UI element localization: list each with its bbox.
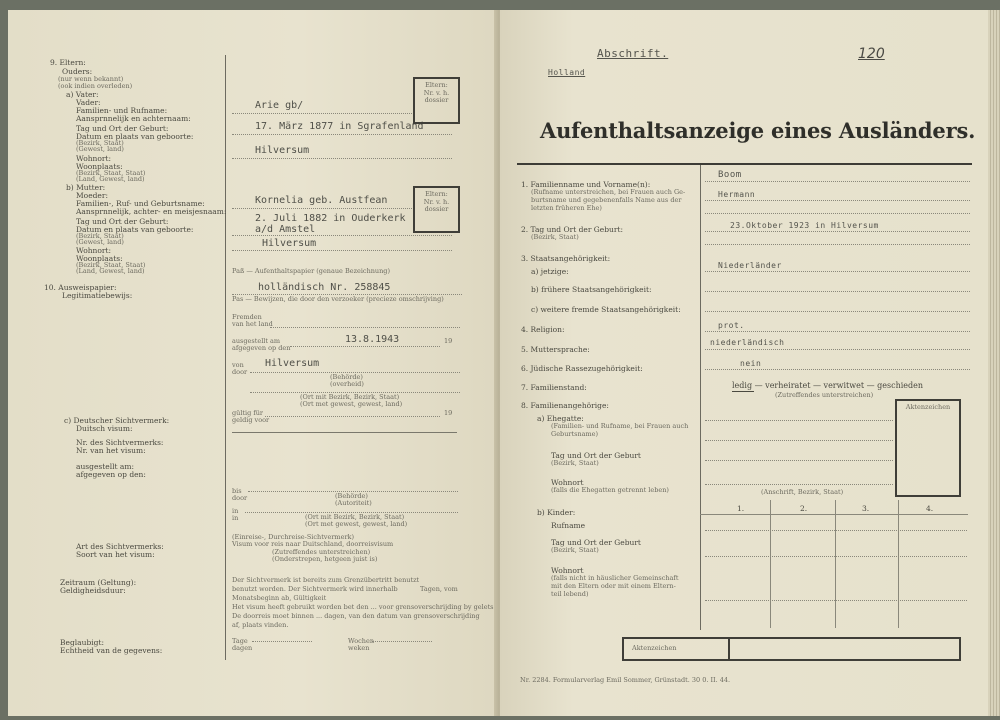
visa-text5: De doorreis moet binnen ... dagen, van den datum van grensoverschrijding [232, 612, 480, 620]
mother-residence: Hilversum [262, 238, 317, 249]
section9-note1: (nur wenn bekannt) [58, 75, 124, 83]
box2-line3: dossier [424, 205, 449, 213]
passport-label-nl: Pas — Bewijzen, die door den verzoeker (precieze omschrijving) [232, 295, 444, 303]
visa-types-note: (Zutreffendes unterstreichen) [272, 548, 371, 556]
mother-birth-1: 2. Juli 1882 in Ouderkerk [255, 213, 406, 224]
father-birth-label-nl: Datum en plaats van geboorte: [76, 132, 194, 141]
q8-label: 8. Familienangehörige: [521, 401, 609, 410]
mother-residence-note2: (Land, Gewest, land) [76, 267, 145, 275]
issued-date: 13.8.1943 [345, 334, 400, 345]
from-label-nl: door [232, 368, 248, 376]
footer-file-number-label: Aktenzeichen [632, 644, 677, 652]
weeks-label-nl: weken [348, 644, 370, 652]
left-column-rule [225, 55, 226, 660]
q8a-birth-label: Tag und Ort der Geburt [551, 451, 641, 460]
visa-label: c) Deutscher Sichtvermerk: [64, 416, 170, 425]
days-label: Tage [232, 637, 248, 645]
section9-ouders: Ouders: [62, 67, 93, 76]
visa-nr-label: Nr. des Sichtvermerks: [76, 438, 164, 447]
q3-label: 3. Staatsangehörigkeit: [521, 254, 611, 263]
q8b-residence-note1: (falls nicht in häuslicher Gemeinschaft [551, 574, 679, 582]
child-header-rule [700, 514, 968, 515]
q8a-birth-note: (Bezirk, Staat) [551, 459, 599, 467]
visa-text1: Der Sichtvermerk ist bereits zum Grenzübertritt benutzt [232, 576, 420, 584]
q8a-residence-note: (falls die Ehegatten getrennt leben) [551, 486, 669, 494]
right-column-rule [700, 165, 701, 630]
mother-birth-label-nl: Datum en plaats van geboorte: [76, 225, 194, 234]
visa-text4: Het visum heeft gebruikt worden bet den ... voor grensoverschrijding by gelets [232, 603, 494, 611]
page-edge [988, 10, 1000, 716]
visa-text2: benutzt worden. Der Sichtvermerk wird innerhalb [232, 585, 398, 593]
q3a-label: a) jetzige: [531, 267, 569, 276]
q8a-address-note: (Anschrift, Bezirk, Staat) [761, 488, 844, 496]
q1-note3: letzten früheren Ehe) [531, 204, 602, 212]
folio-number: 120 [858, 46, 885, 62]
mother-name-label-nl: Aansprnnelijk, achter- en meisjesnaam: [76, 207, 227, 216]
authority-note: (Behörde) [330, 373, 363, 381]
child-col-2: 2. [800, 504, 808, 513]
issued-on-label: ausgestellt am [232, 337, 281, 345]
mother-birth-note2: (Gewest, land) [76, 238, 124, 246]
file-number-box-label: Aktenzeichen [905, 403, 951, 411]
q8b-name-label: Rufname [551, 521, 586, 530]
visa-issued-label-nl: afgegeven op den: [76, 470, 146, 479]
mother-residence-label-nl: Woonplaats: [76, 254, 123, 263]
birth-value: 23.Oktober 1923 in Hilversum [730, 221, 879, 230]
q8b-residence-note2: mit den Eltern oder mit einem Eltern- [551, 582, 676, 590]
validity-label: Zeitraum (Geltung): [60, 578, 137, 587]
copy-mark: Abschrift. [597, 47, 669, 60]
visa-text1b: Tagen, vom [420, 585, 458, 593]
child-col-divider-1 [770, 500, 771, 628]
staat-label: van het land [232, 320, 273, 328]
mother-label-nl: Moeder: [76, 191, 108, 200]
section9-note2: (ook indien overleden) [58, 82, 133, 90]
file-number-box [895, 399, 961, 497]
until-label-nl: door [232, 494, 248, 502]
visa-text6: af, plaats vinden. [232, 621, 289, 629]
surname-value: Boom [718, 170, 742, 180]
q8b-birth-label: Tag und Ort der Geburt [551, 538, 641, 547]
mother-residence-note: (Bezirk, Staat, Staat) [76, 261, 146, 269]
parents-file-box-2 [413, 186, 460, 233]
section9-header: 9. Eltern: [50, 58, 86, 67]
visa-issued-label: ausgestellt am: [76, 462, 134, 471]
q8b-residence-label: Wohnort [551, 566, 584, 575]
nationality-value: Niederländer [718, 261, 782, 270]
valid-year: 19 [444, 409, 453, 417]
q8b-residence-note3: teil lebend) [551, 590, 589, 598]
mother-birth-2: a/d Amstel [255, 224, 316, 235]
q7-label: 7. Familienstand: [521, 383, 587, 392]
box1-line1: Eltern: [425, 81, 448, 89]
valid-for-label: gültig für [232, 409, 264, 417]
mother-birth-label: Tag und Ort der Geburt: [76, 217, 169, 226]
q3c-label: c) weitere fremde Staatsangehörigkeit: [531, 305, 681, 314]
visa-text3: Monatsbeginn ab, Gültigkeit [232, 594, 327, 602]
q8a-note1: (Familien- und Rufname, bei Frauen auch [551, 422, 689, 430]
q5-label: 5. Muttersprache: [521, 345, 590, 354]
section10-nl: Legitimatiebewijs: [62, 291, 133, 300]
box2-line1: Eltern: [425, 190, 448, 198]
passport-label: Paß — Aufenthaltspapier (genaue Bezeichnung) [232, 267, 391, 275]
certified-label: Beglaubigt: [60, 638, 104, 647]
valid-for-label-nl: geldig voor [232, 416, 270, 424]
section10-header: 10. Ausweispapier: [44, 283, 117, 292]
father-name-label-nl: Aansprnnelijk en achternaam: [76, 114, 191, 123]
mother-name-label: Familien-, Ruf- und Geburtsname: [76, 199, 205, 208]
visa-label-nl: Duitsch visum: [76, 424, 133, 433]
q8b-birth-note: (Bezirk, Staat) [551, 546, 599, 554]
father-name-label: Familien- und Rufname: [76, 106, 168, 115]
mother-label: b) Mutter: [66, 183, 106, 192]
q1-label: 1. Familienname und Vorname(n): [521, 180, 651, 189]
q1-note2: burtsname und gegebenenfalls Name aus der [531, 196, 682, 204]
mother-residence-label: Wohnort: [76, 246, 112, 255]
visa-types-note2: (Onderstrepen, hetgeen juist is) [272, 555, 378, 563]
father-label-nl: Vader: [76, 98, 101, 107]
visa-type-label-nl: Soort van het visum: [76, 550, 155, 559]
father-birth: 17. März 1877 in Sgrafenland [255, 121, 424, 132]
child-col-1: 1. [737, 504, 745, 513]
father-residence-note: (Bezirk, Staat, Staat) [76, 169, 146, 177]
weeks-label: Wochen [348, 637, 375, 645]
place-note-nl: (Ort met gewest, gewest, land) [300, 400, 403, 408]
mother-birth-note: (Bezirk, Staat) [76, 232, 124, 240]
authority2-note-nl: (Autoriteit) [335, 499, 372, 507]
title-rule [517, 163, 972, 165]
parents-file-box-1 [413, 77, 460, 124]
father-residence-label-nl: Woonplaats: [76, 162, 123, 171]
visa-nr-label-nl: Nr. van het visum: [76, 446, 146, 455]
father-birth-note2: (Gewest, land) [76, 145, 124, 153]
father-residence-label: Wohnort: [76, 154, 112, 163]
footer-file-number-bar [622, 637, 961, 661]
box2-line2: Nr. v. h. [423, 197, 450, 206]
q1-note1: (Rufname unterstreichen, bei Frauen auch Ge- [531, 188, 686, 196]
q2-label: 2. Tag und Ort der Geburt: [521, 225, 623, 234]
visa-types: (Einreise-, Durchreise-Sichtvermerk) [232, 533, 355, 541]
certified-label-nl: Echtheid van de gegevens: [60, 646, 163, 655]
father-residence-note2: (Land, Gewest, land) [76, 175, 145, 183]
box1-line3: dossier [424, 96, 449, 104]
firstname-value: Hermann [718, 190, 756, 199]
footer-bar-divider [728, 639, 730, 659]
place2-note-nl: (Ort met gewest, gewest, land) [305, 520, 408, 528]
q8b-label: b) Kinder: [537, 508, 576, 517]
q4-label: 4. Religion: [521, 325, 565, 334]
q6-label: 6. Jüdische Rassezugehörigkeit: [521, 364, 643, 373]
q8a-note2: Geburtsname) [551, 430, 599, 438]
visa-types-nl: Visum voor reis naar Duitschland, doorreisvisum [232, 540, 394, 548]
father-birth-note: (Bezirk, Staat) [76, 139, 124, 147]
religion-value: prot. [718, 321, 745, 330]
language-value: niederländisch [710, 338, 785, 347]
mother-name: Kornelia geb. Austfean [255, 195, 388, 206]
form-footer: Nr. 2284. Formularverlag Emil Sommer, Grünstadt. 30 0. II. 44. [520, 676, 731, 684]
child-col-divider-3 [898, 500, 899, 628]
q2-note: (Bezirk, Staat) [531, 233, 579, 241]
father-name: Arie gb/ [255, 100, 304, 111]
father-residence: Hilversum [255, 145, 310, 156]
marital-note: (Zutreffendes unterstreichen) [775, 391, 874, 399]
jewish-value: nein [740, 359, 762, 368]
marital-options: ledig — verheiratet — verwitwet — geschieden [732, 381, 924, 390]
single-underline [732, 391, 754, 392]
in-label-2: in [232, 514, 239, 522]
q8a-residence-label: Wohnort [551, 478, 584, 487]
from-label: von [232, 361, 244, 369]
child-col-divider-2 [835, 500, 836, 628]
issued-on-label-nl: afgegeven op den [232, 344, 291, 352]
q8a-label: a) Ehegatte: [537, 414, 584, 423]
form-title: Aufenthaltsanzeige eines Ausländers. [540, 118, 976, 143]
passport-value: holländisch Nr. 258845 [258, 282, 391, 293]
in-label: in [232, 507, 239, 515]
box1-line2: Nr. v. h. [423, 88, 450, 97]
visa-type-label: Art des Sichtvermerks: [76, 542, 164, 551]
until-label: bis [232, 487, 242, 495]
fremden-label: Fremden [232, 313, 262, 321]
father-label: a) Vater: [66, 90, 99, 99]
child-col-4: 4. [926, 504, 934, 513]
authority2-note: (Behörde) [335, 492, 368, 500]
place2-note: (Ort mit Bezirk, Bezirk, Staat) [305, 513, 405, 521]
child-col-3: 3. [862, 504, 870, 513]
issued-place: Hilversum [265, 358, 320, 369]
issued-year: 19 [444, 337, 453, 345]
country-stamp: Holland [548, 68, 586, 77]
authority-note-nl: (overheid) [330, 380, 364, 388]
days-label-nl: dagen [232, 644, 253, 652]
validity-label-nl: Geldigheidsduur: [60, 586, 126, 595]
father-birth-label: Tag und Ort der Geburt: [76, 124, 169, 133]
q3b-label: b) frühere Staatsangehörigkeit: [531, 285, 652, 294]
place-note: (Ort mit Bezirk, Bezirk, Staat) [300, 393, 400, 401]
